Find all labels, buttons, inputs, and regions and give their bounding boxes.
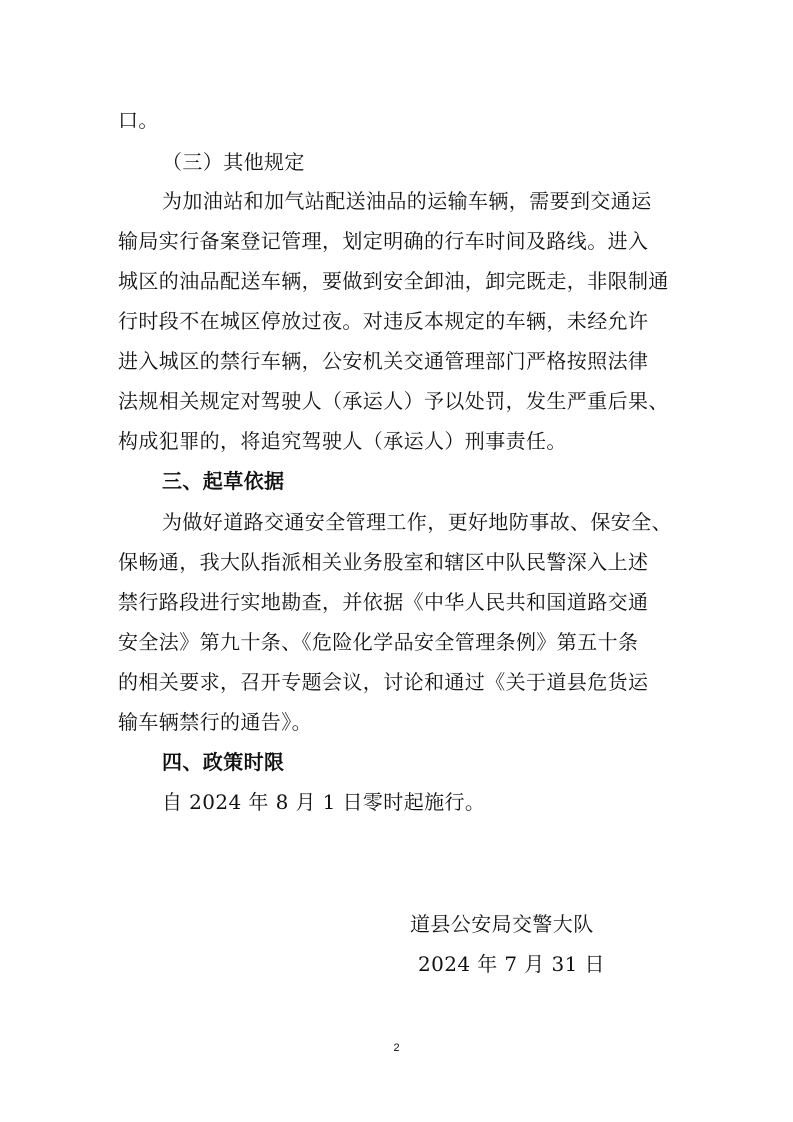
paragraph-line: 为做好道路交通安全管理工作，更好地防事故、保安全、 bbox=[162, 510, 672, 534]
paragraph-line: 构成犯罪的，将追究驾驶人（承运人）刑事责任。 bbox=[118, 429, 567, 453]
paragraph-line: 行时段不在城区停放过夜。对违反本规定的车辆，未经允许 bbox=[118, 309, 649, 333]
paragraph-line: 的相关要求，召开专题会议，讨论和通过《关于道县危货运 bbox=[118, 670, 649, 694]
paragraph-line: 自 2024 年 8 月 1 日零时起施行。 bbox=[162, 790, 486, 814]
section-heading: 三、起草依据 bbox=[162, 469, 285, 493]
paragraph-line: 城区的油品配送车辆，要做到安全卸油，卸完既走，非限制通 bbox=[118, 269, 669, 293]
paragraph-line: 保畅通，我大队指派相关业务股室和辖区中队民警深入上述 bbox=[118, 550, 649, 574]
paragraph-line: 口。 bbox=[118, 108, 159, 132]
signature-date: 2024 年 7 月 31 日 bbox=[418, 952, 605, 976]
paragraph-line: 安全法》第九十条、《危险化学品安全管理条例》第五十条 bbox=[118, 630, 639, 654]
paragraph-line: 禁行路段进行实地勘查，并依据《中华人民共和国道路交通 bbox=[118, 590, 649, 614]
paragraph-line: 为加油站和加气站配送油品的运输车辆，需要到交通运 bbox=[162, 189, 652, 213]
paragraph-line: 法规相关规定对驾驶人（承运人）予以处罚，发生严重后果、 bbox=[118, 389, 669, 413]
signature-organization: 道县公安局交警大队 bbox=[410, 912, 594, 936]
paragraph-line: 输局实行备案登记管理，划定明确的行车时间及路线。进入 bbox=[118, 229, 649, 253]
paragraph-line: 输车辆禁行的通告》。 bbox=[118, 710, 312, 734]
section-heading: 四、政策时限 bbox=[162, 750, 285, 774]
paragraph-line: 进入城区的禁行车辆，公安机关交通管理部门严格按照法律 bbox=[118, 349, 649, 373]
page-number: 2 bbox=[393, 1042, 400, 1054]
subsection-heading: （三）其他规定 bbox=[162, 150, 305, 174]
